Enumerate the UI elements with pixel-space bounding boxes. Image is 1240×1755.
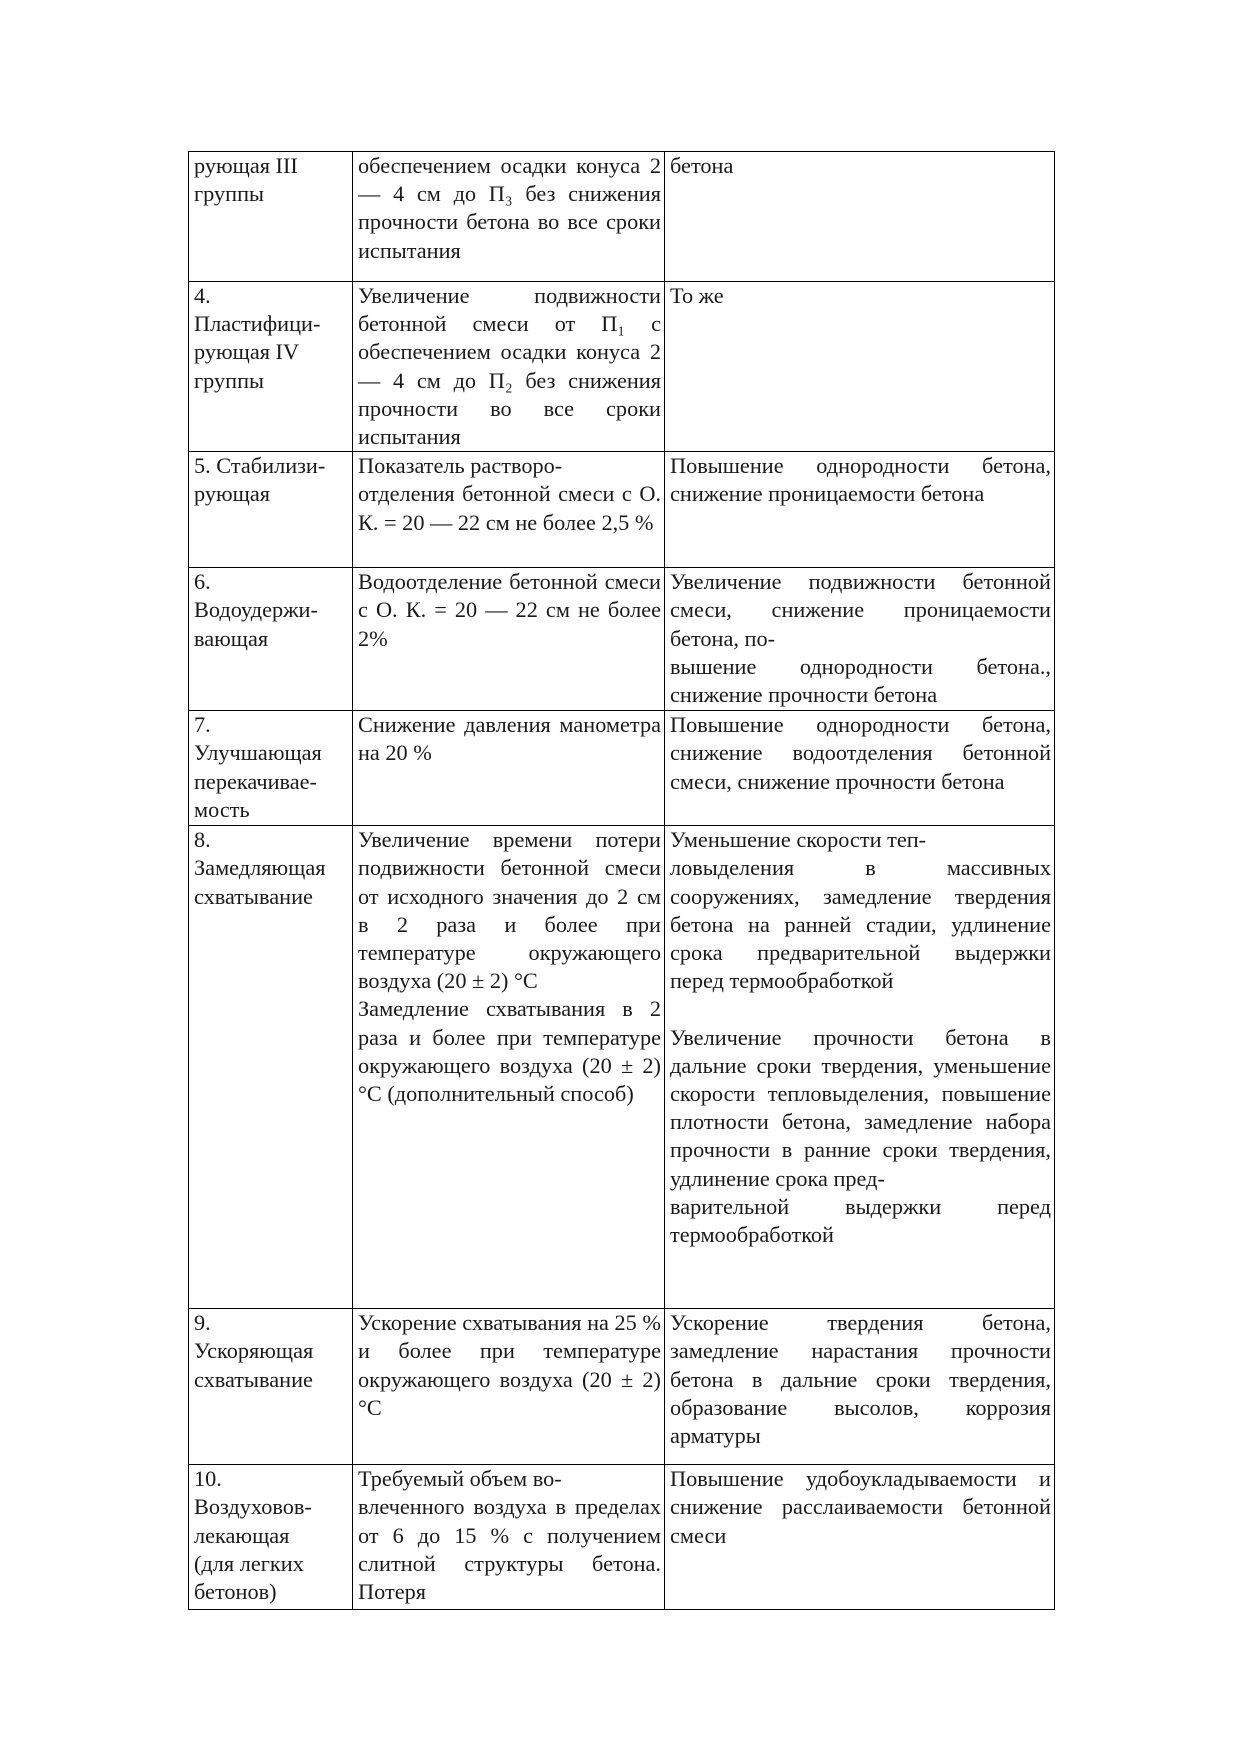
additive-name-cell: 10. Воздуховов- лекающая (для легких бетонов) [189, 1465, 353, 1610]
effect-cell: бетона [665, 152, 1055, 282]
additive-name-cell: 5. Стабилизи- рующая [189, 452, 353, 568]
table-row [189, 711, 1055, 826]
additive-name-cell: рующая III группы [189, 152, 353, 282]
additive-name-cell: 7. Улучшающая перекачивае- мость [189, 711, 353, 826]
criterion-cell: обеспечением осадки конуса 2 — 4 см до П₃ без снижения прочности бетона во все сроки испытания [353, 152, 665, 282]
table-row [189, 826, 1055, 1309]
criterion-cell: Требуемый объем во- влеченного воздуха в пределах от 6 до 15 % с получением слитной структуры бетона. Потеря [353, 1465, 665, 1610]
additive-name-cell: 8. Замедляющая схватывание [189, 826, 353, 1309]
additive-name-cell: 9. Ускоряющая схватывание [189, 1309, 353, 1465]
effect-cell: Повышение однородности бетона, снижение водоотделения бетонной смеси, снижение прочности бетона [665, 711, 1055, 826]
additive-name-cell: 6. Водоудержи- вающая [189, 568, 353, 711]
criterion-cell: Показатель растворо- отделения бетонной смеси с О. К. = 20 — 22 см не более 2,5 % [353, 452, 665, 568]
effect-cell: Увеличение подвижности бетонной смеси, снижение проницаемости бетона, по- вышение однородности бетона., снижение прочности бетона [665, 568, 1055, 711]
effect-cell: Ускорение твердения бетона, замедление нарастания прочности бетона в дальние сроки твердения, образование высолов, коррозия арматуры [665, 1309, 1055, 1465]
criterion-cell: Снижение давления манометра на 20 % [353, 711, 665, 826]
table-row [189, 152, 1055, 282]
effect-cell: То же [665, 282, 1055, 452]
criterion-cell: Увеличение времени потери подвижности бетонной смеси от исходного значения до 2 см в 2 раза и более при температуре окружающего воздуха (20 ± 2) °С Замедление схватывания в 2 раза и более при температуре окружающего воздуха (20 ± 2) °С (дополнительный способ) [353, 826, 665, 1309]
effect-cell: Уменьшение скорости теп- ловыделения в массивных сооружениях, замедление твердения бетона на ранней стадии, удлинение срока предварительной выдержки перед термообработкой Увеличение прочности бетона в дальние сроки твердения, уменьшение скорости тепловыделения, повышение плотности бетона, замедление набора прочности в ранние сроки твердения, удлинение срока пред- варительной выдержки перед термообработкой [665, 826, 1055, 1309]
effect-cell: Повышение удобоукладываемости и снижение расслаиваемости бетонной смеси [665, 1465, 1055, 1610]
additives-table [188, 151, 1055, 1610]
table-row [189, 282, 1055, 452]
table-row [189, 1465, 1055, 1610]
table-row [189, 568, 1055, 711]
criterion-cell: Водоотделение бетонной смеси с О. К. = 20 — 22 см не более 2% [353, 568, 665, 711]
additive-name-cell: 4. Пластифици- рующая IV группы [189, 282, 353, 452]
criterion-cell: Ускорение схватывания на 25 % и более при температуре окружающего воздуха (20 ± 2) °С [353, 1309, 665, 1465]
table-row [189, 1309, 1055, 1465]
effect-cell: Повышение однородности бетона, снижение проницаемости бетона [665, 452, 1055, 568]
table-row [189, 452, 1055, 568]
criterion-cell: Увеличение подвижности бетонной смеси от П₁ с обеспечением осадки конуса 2 — 4 см до П₂ без снижения прочности во все сроки испытания [353, 282, 665, 452]
